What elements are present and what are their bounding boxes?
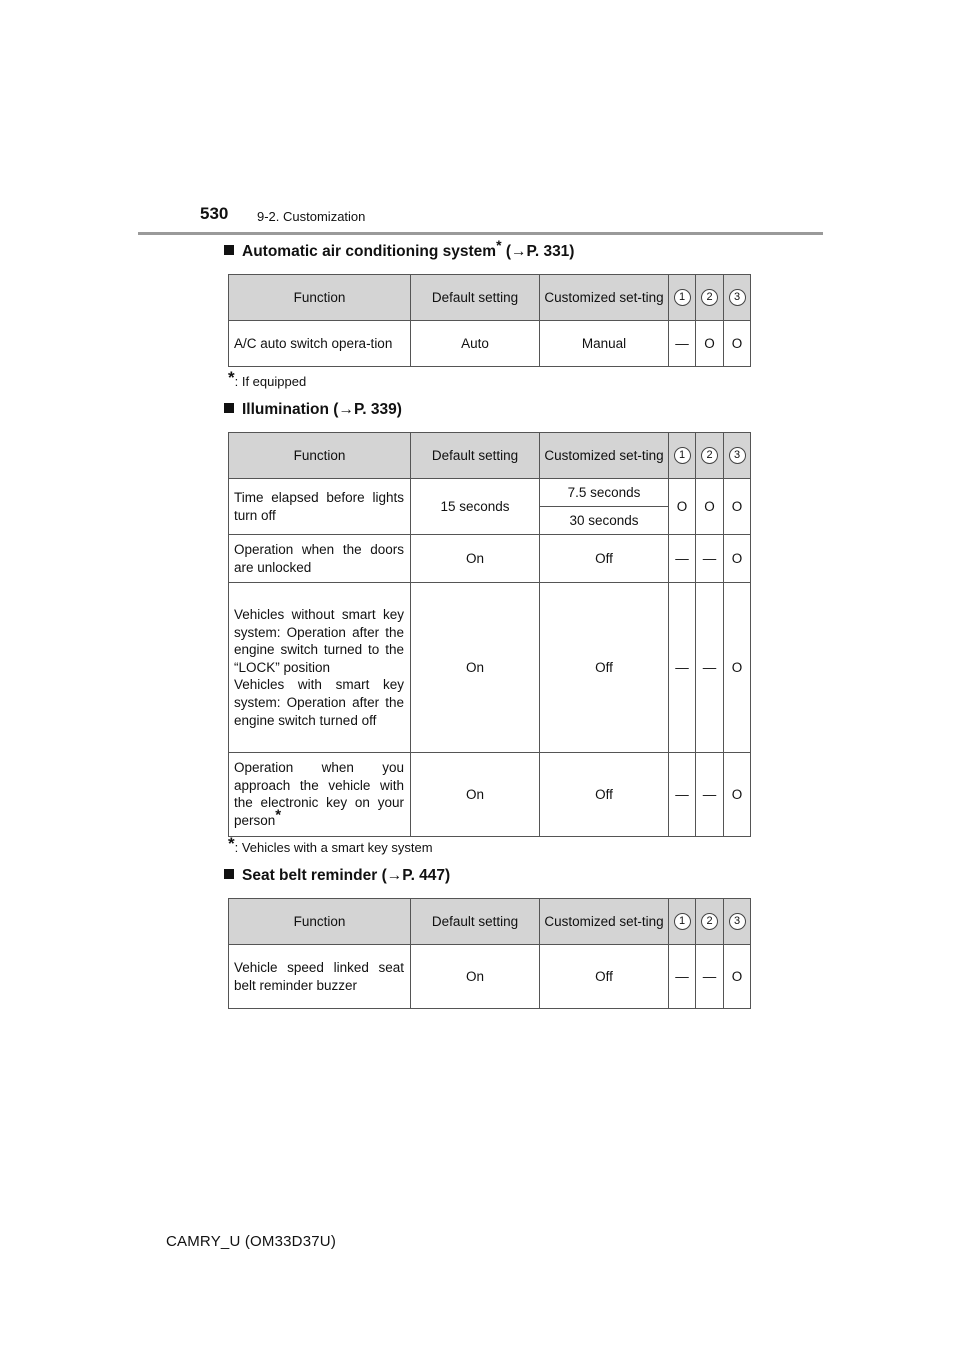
function-cell: Vehicle speed linked seat belt reminder buzzer xyxy=(229,945,411,1009)
header-function: Function xyxy=(229,433,411,479)
circled-number-3-icon: 3 xyxy=(729,289,746,306)
header-default-setting: Default setting xyxy=(411,433,540,479)
document-model-footer: CAMRY_U (OM33D37U) xyxy=(166,1233,337,1250)
custom-cell: Off xyxy=(540,535,669,583)
circled-number-1-icon: 1 xyxy=(674,289,691,306)
square-bullet-icon xyxy=(224,869,234,879)
col2-cell: O xyxy=(696,321,724,367)
heading-text: Automatic air conditioning system xyxy=(242,243,497,260)
header-col-2 xyxy=(696,275,724,321)
circled-number-3-icon: 3 xyxy=(729,913,746,930)
square-bullet-icon xyxy=(224,403,234,413)
function-cell xyxy=(229,753,411,836)
col1-cell: — xyxy=(669,753,696,836)
table-row xyxy=(229,535,751,583)
header-divider xyxy=(138,232,823,235)
col2-cell: O xyxy=(696,479,724,535)
function-cell: A/C auto switch opera-tion xyxy=(229,321,411,367)
section-heading-seat-belt xyxy=(224,867,450,885)
table-header-row xyxy=(229,433,751,479)
col1-cell: — xyxy=(669,583,696,753)
header-customized-setting: Customized set-ting xyxy=(540,433,669,479)
default-cell: On xyxy=(411,535,540,583)
col2-cell: — xyxy=(696,535,724,583)
asterisk-marker: * xyxy=(228,368,235,387)
header-function: Function xyxy=(229,275,411,321)
page-reference-link[interactable]: (→P. 339) xyxy=(333,401,402,418)
function-cell: Operation when the doors are unlocked xyxy=(229,535,411,583)
custom-cell: Off xyxy=(540,753,669,836)
default-cell: Auto xyxy=(411,321,540,367)
header-col-1 xyxy=(669,899,696,945)
footnote-smart-key xyxy=(228,834,433,855)
footnote-if-equipped xyxy=(228,368,307,389)
col3-cell: O xyxy=(724,535,751,583)
table-row xyxy=(229,321,751,367)
custom-cell: Off xyxy=(540,945,669,1009)
header-col-1 xyxy=(669,275,696,321)
heading-text: Seat belt reminder xyxy=(242,867,378,884)
col3-cell: O xyxy=(724,479,751,535)
circled-number-3-icon: 3 xyxy=(729,447,746,464)
default-cell: On xyxy=(411,583,540,753)
circled-number-2-icon: 2 xyxy=(701,913,718,930)
col3-cell: O xyxy=(724,945,751,1009)
air-conditioning-table xyxy=(228,274,751,367)
header-col-2 xyxy=(696,433,724,479)
table-header-row xyxy=(229,275,751,321)
circled-number-2-icon: 2 xyxy=(701,289,718,306)
header-default-setting: Default setting xyxy=(411,899,540,945)
header-col-1 xyxy=(669,433,696,479)
col1-cell: — xyxy=(669,945,696,1009)
function-text-with-smart-key: Vehicles with smart key system: Operation after the engine switch turned off xyxy=(234,677,404,728)
custom-cell: 7.5 seconds xyxy=(540,479,669,507)
col3-cell: O xyxy=(724,321,751,367)
header-col-3 xyxy=(724,899,751,945)
header-col-3 xyxy=(724,433,751,479)
col2-cell: — xyxy=(696,753,724,836)
function-text-without-smart-key: Vehicles without smart key system: Operation after the engine switch turned to the “LOCK” position xyxy=(234,607,404,675)
function-text: Operation when you approach the vehicle with the electronic key on your person xyxy=(234,760,404,828)
table-row xyxy=(229,753,751,836)
header-function: Function xyxy=(229,899,411,945)
custom-cell: Manual xyxy=(540,321,669,367)
asterisk-marker: * xyxy=(228,834,235,853)
default-cell: On xyxy=(411,945,540,1009)
page-reference-link[interactable]: (→P. 447) xyxy=(381,867,451,884)
function-cell xyxy=(229,583,411,753)
section-heading-illumination xyxy=(224,401,402,419)
col1-cell: — xyxy=(669,535,696,583)
header-customized-setting: Customized set-ting xyxy=(540,899,669,945)
page-reference-link[interactable]: (→P. 331) xyxy=(505,243,575,260)
col3-cell: O xyxy=(724,753,751,836)
heading-text: Illumination xyxy=(242,401,329,418)
custom-cell: Off xyxy=(540,583,669,753)
default-cell: 15 seconds xyxy=(411,479,540,535)
seat-belt-table xyxy=(228,898,751,1009)
function-cell: Time elapsed before lights turn off xyxy=(229,479,411,535)
table-row xyxy=(229,945,751,1009)
col2-cell: — xyxy=(696,945,724,1009)
header-col-3 xyxy=(724,275,751,321)
page-number: 530 xyxy=(200,204,229,223)
col3-cell: O xyxy=(724,583,751,753)
asterisk-marker: * xyxy=(496,236,502,253)
asterisk-marker: * xyxy=(275,806,282,824)
header-default-setting: Default setting xyxy=(411,275,540,321)
table-header-row xyxy=(229,899,751,945)
col1-cell: — xyxy=(669,321,696,367)
footnote-text: : If equipped xyxy=(234,374,307,389)
default-cell: On xyxy=(411,753,540,836)
col2-cell: — xyxy=(696,583,724,753)
section-title: 9-2. Customization xyxy=(257,209,366,224)
col1-cell: O xyxy=(669,479,696,535)
circled-number-2-icon: 2 xyxy=(701,447,718,464)
footnote-text: : Vehicles with a smart key system xyxy=(234,840,433,855)
custom-cell: 30 seconds xyxy=(540,507,669,535)
circled-number-1-icon: 1 xyxy=(674,913,691,930)
table-row xyxy=(229,583,751,753)
illumination-table xyxy=(228,432,751,837)
header-customized-setting: Customized set-ting xyxy=(540,275,669,321)
section-heading-air-conditioning xyxy=(224,236,575,261)
square-bullet-icon xyxy=(224,245,234,255)
table-row xyxy=(229,479,751,507)
header-col-2 xyxy=(696,899,724,945)
circled-number-1-icon: 1 xyxy=(674,447,691,464)
